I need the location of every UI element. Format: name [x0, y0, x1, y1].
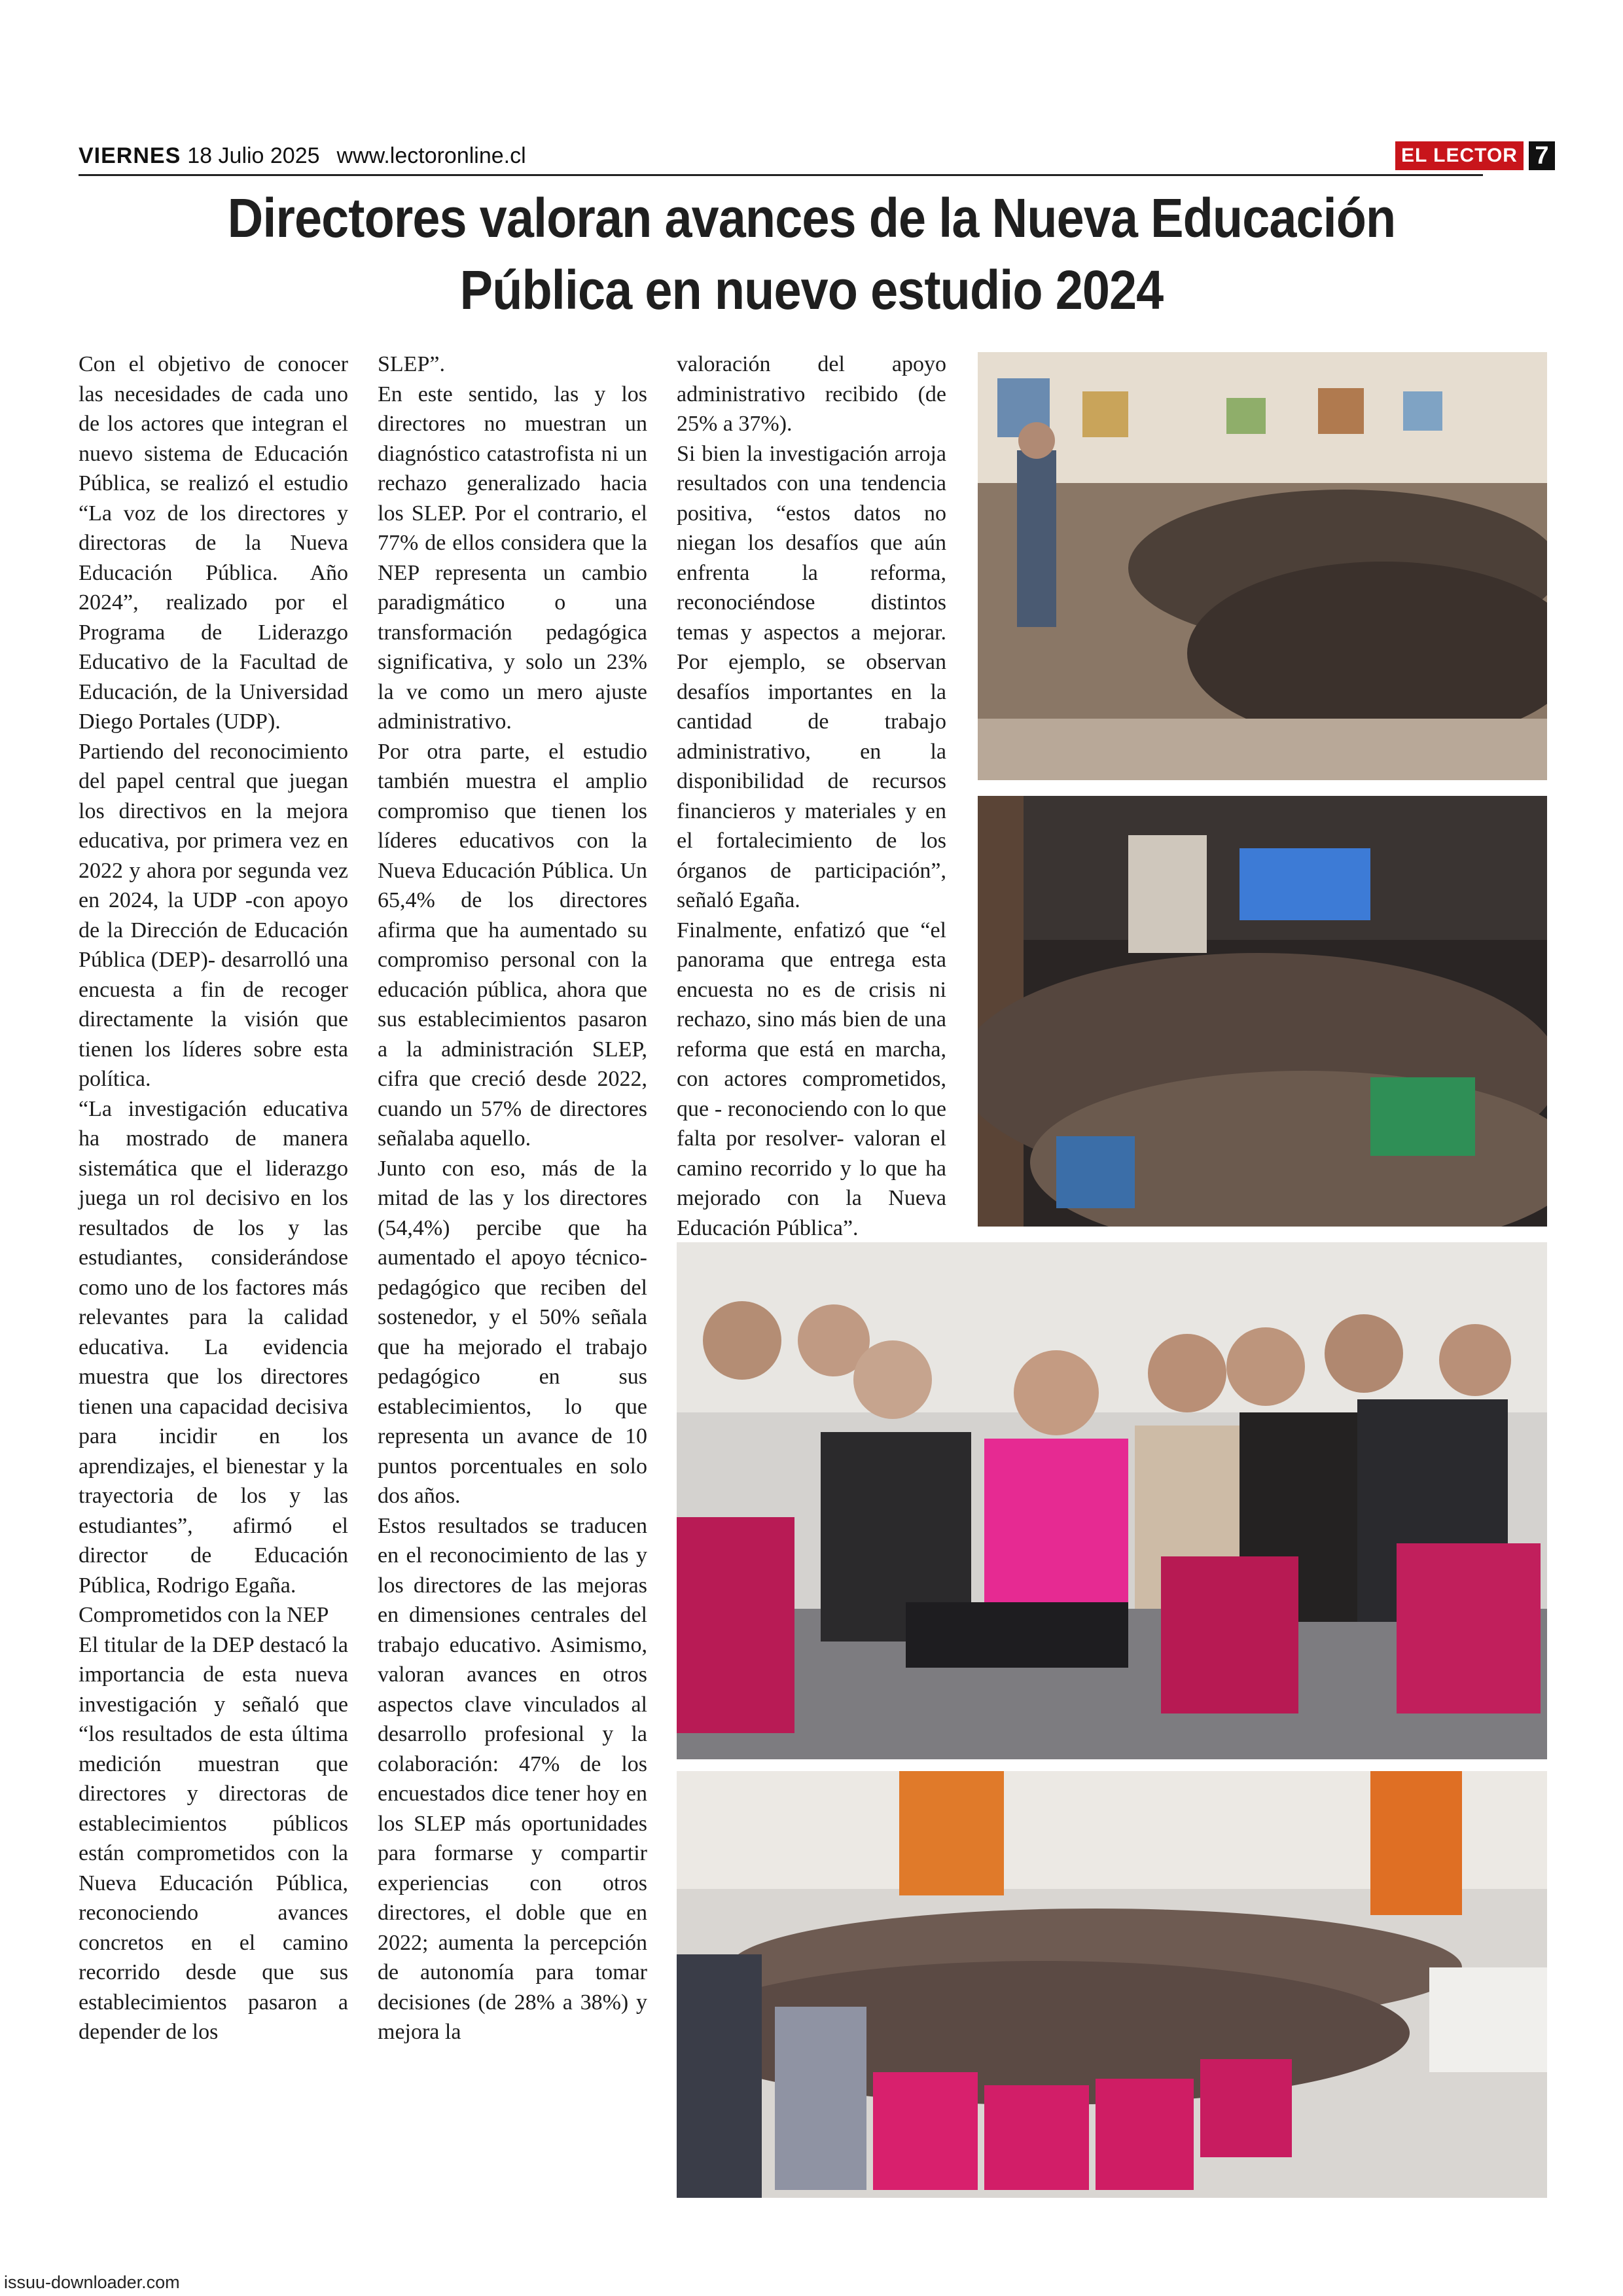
header-day: VIERNES [79, 143, 181, 168]
photo-auditorium-screen [978, 796, 1547, 1227]
newspaper-logo-text: EL LECTOR [1401, 145, 1518, 166]
paragraph: Si bien la investigación arroja resultados con una tendencia positiva, “estos datos no niegan los desafíos que aún enfrenta la reforma, reconociéndose distintos temas y aspectos a mejorar. Por ejemplo, se observan desafíos importantes en la cantidad de trabajo administrativo, en la disponibilidad de recursos financieros y materiales y en el fortalecimiento de los órganos de participación”, señaló Egaña. [677, 441, 946, 912]
section-subheading: Comprometidos con la NEP [79, 1603, 329, 1627]
newspaper-logo [1395, 141, 1524, 170]
paragraph: En este sentido, las y los directores no muestran un diagnóstico catastrofista ni un rechazo generalizado hacia los SLEP. Por el contrario, el 77% de ellos considera que la NEP representa un cambio paradigmático o una transformación pedagógica significativa, y solo un 23% la ve como un mero ajuste administrativo. [378, 382, 647, 734]
paragraph: Con el objetivo de conocer las necesidades de cada uno de los actores que integran el nuevo sistema de Educación Pública, se realizó el estudio “La voz de los directores y directoras de la Nueva Educación Pública. Año 2024”, realizado por el Programa de Liderazgo Educativo de la Facultad de Educación, de la Universidad Diego Portales (UDP). [79, 352, 348, 734]
watermark-footer: issuu-downloader.com [4, 2272, 180, 2292]
photo-seated-attendees [677, 1242, 1547, 1759]
header-url[interactable]: www.lectoronline.cl [336, 143, 526, 168]
article-column-2 [378, 350, 647, 2047]
paragraph: SLEP”. [378, 352, 445, 376]
article-title-line-1: Directores valoran avances de la Nueva Educación [227, 187, 1396, 249]
photo-audience-wide-image [677, 1771, 1547, 2198]
header-dateline [79, 139, 526, 173]
page-header [79, 139, 1549, 173]
paragraph: Junto con eso, más de la mitad de las y los directores (54,4%) percibe que ha aumentado el apoyo técnico-pedagógico que reciben del sostenedor, y el 50% señala que ha mejorado el trabajo pedagógico en sus establecimientos, lo que representa un avance de 10 puntos porcentuales en solo dos años. [378, 1156, 647, 1508]
article-title [199, 182, 1424, 326]
paragraph: Partiendo del reconocimiento del papel central que juegan los directivos en la mejora educativa, por primera vez en 2022 y ahora por segunda vez en 2024, la UDP -con apoyo de la Dirección de Educación Pública (DEP)- desarrolló una encuesta a fin de recoger directamente la visión que tienen los líderes sobre esta política. [79, 739, 348, 1091]
article-column-1 [79, 350, 348, 2047]
article-column-3 [677, 350, 946, 1243]
paragraph: valoración del apoyo administrativo recibido (de 25% a 37%). [677, 352, 946, 436]
paragraph: Estos resultados se traducen en el reconocimiento de las y los directores de las mejoras en dimensiones centrales del trabajo educativo. Asimismo, valoran avances en otros aspectos clave vinculados al desarrollo profesional y la colaboración: 47% de los encuestados dice tener hoy en los SLEP más oportunidades para formarse y compartir experiencias con otros directores, el doble que en 2022; aumenta la percepción de autonomía para tomar decisiones (de 28% a 38%) y mejora la [378, 1513, 647, 2044]
paragraph: Finalmente, enfatizó que “el panorama que entrega esta encuesta no es de crisis ni rechazo, sino más bien de una reforma que está en marcha, con actores comprometidos, que - reconociendo con lo que falta por resolver- valoran el camino recorrido y lo que ha mejorado con la Nueva Educación Pública”. [677, 918, 946, 1240]
photo-audience-wide [677, 1771, 1547, 2198]
article-title-line-2: Pública en nuevo estudio 2024 [459, 259, 1164, 321]
paragraph: “La investigación educativa ha mostrado de manera sistemática que el liderazgo juega un rol decisivo en los resultados de los y las estudiantes, considerándose como uno de los factores más relevantes para la calidad educativa. La evidencia muestra que los directores tienen una capacidad decisiva para incidir en los aprendizajes, el bienestar y la trayectoria de los y las estudiantes”, afirmó el director de Educación Pública, Rodrigo Egaña. [79, 1096, 348, 1598]
paragraph: Por otra parte, el estudio también muestra el amplio compromiso que tienen los líderes educativos con la Nueva Educación Pública. Un 65,4% de los directores afirma que ha aumentado su compromiso personal con la educación pública, ahora que sus establecimientos pasaron a la administración SLEP, cifra que creció desde 2022, cuando un 57% de directores señalaba aquello. [378, 739, 647, 1151]
photo-seated-attendees-image [677, 1242, 1547, 1759]
paragraph: El titular de la DEP destacó la importancia de esta nueva investigación y señaló que “los resultados de esta última medición muestran que directores y directoras de establecimientos públicos están comprometidos con la Nueva Educación Pública, reconociendo avances concretos en el camino recorrido desde que sus establecimientos pasaron a depender de los [79, 1632, 348, 2044]
header-date: 18 Julio 2025 [187, 143, 320, 168]
header-rule [79, 174, 1483, 176]
photo-auditorium-screen-image [978, 796, 1547, 1227]
page-number: 7 [1529, 141, 1555, 170]
photo-speaker-audience [978, 352, 1547, 780]
photo-speaker-audience-image [978, 352, 1547, 780]
